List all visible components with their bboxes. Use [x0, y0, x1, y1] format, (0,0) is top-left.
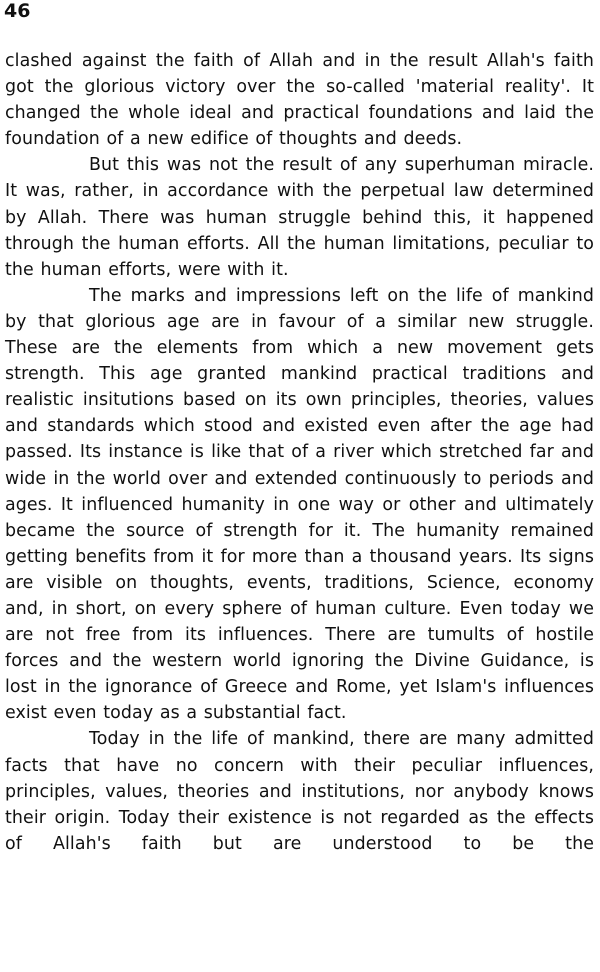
paragraph-2: But this was not the result of any superhuman miracle. It was, rather, in accordance with the perpetual law determined by Allah. There was human struggle behind this, it happened through the human efforts. All the human limitations, peculiar to the human efforts, were with it. [5, 155, 594, 280]
paragraph-1: clashed against the faith of Allah and in the result Allah's faith got the glorious victory over the so-called 'material reality'. It changed the whole ideal and practical foundations and laid the foundation of a new edifice of thoughts and deeds. [5, 51, 594, 150]
paragraph-4: Today in the life of mankind, there are many admitted facts that have no concern with their peculiar influences, principles, values, theories and institutions, nor anybody knows their origin. Today their existence is not regarded as the effects of Allah's faith but are understood to be the [5, 729, 594, 854]
page-number: 46 [4, 0, 31, 22]
body-text [5, 48, 594, 857]
paragraph-3: The marks and impressions left on the life of mankind by that glorious age are in favour of a similar new struggle. These are the elements from which a new movement gets strength. This age granted mankind practical traditions and realistic insitutions based on its own principles, theories, values and standards which stood and existed even after the age had passed. Its instance is like that of a river which stretched far and wide in the world over and extended continuously to periods and ages. It influenced humanity in one way or other and ultimately became the source of strength for it. The humanity remained getting benefits from it for more than a thousand years. Its signs are visible on thoughts, events, traditions, Science, economy and, in short, on every sphere of human culture. Even today we are not free from its influences. There are tumults of hostile forces and the western world ignoring the Divine Guidance, is lost in the ignorance of Greece and Rome, yet Islam's influences exist even today as a substantial fact. [5, 285, 594, 724]
